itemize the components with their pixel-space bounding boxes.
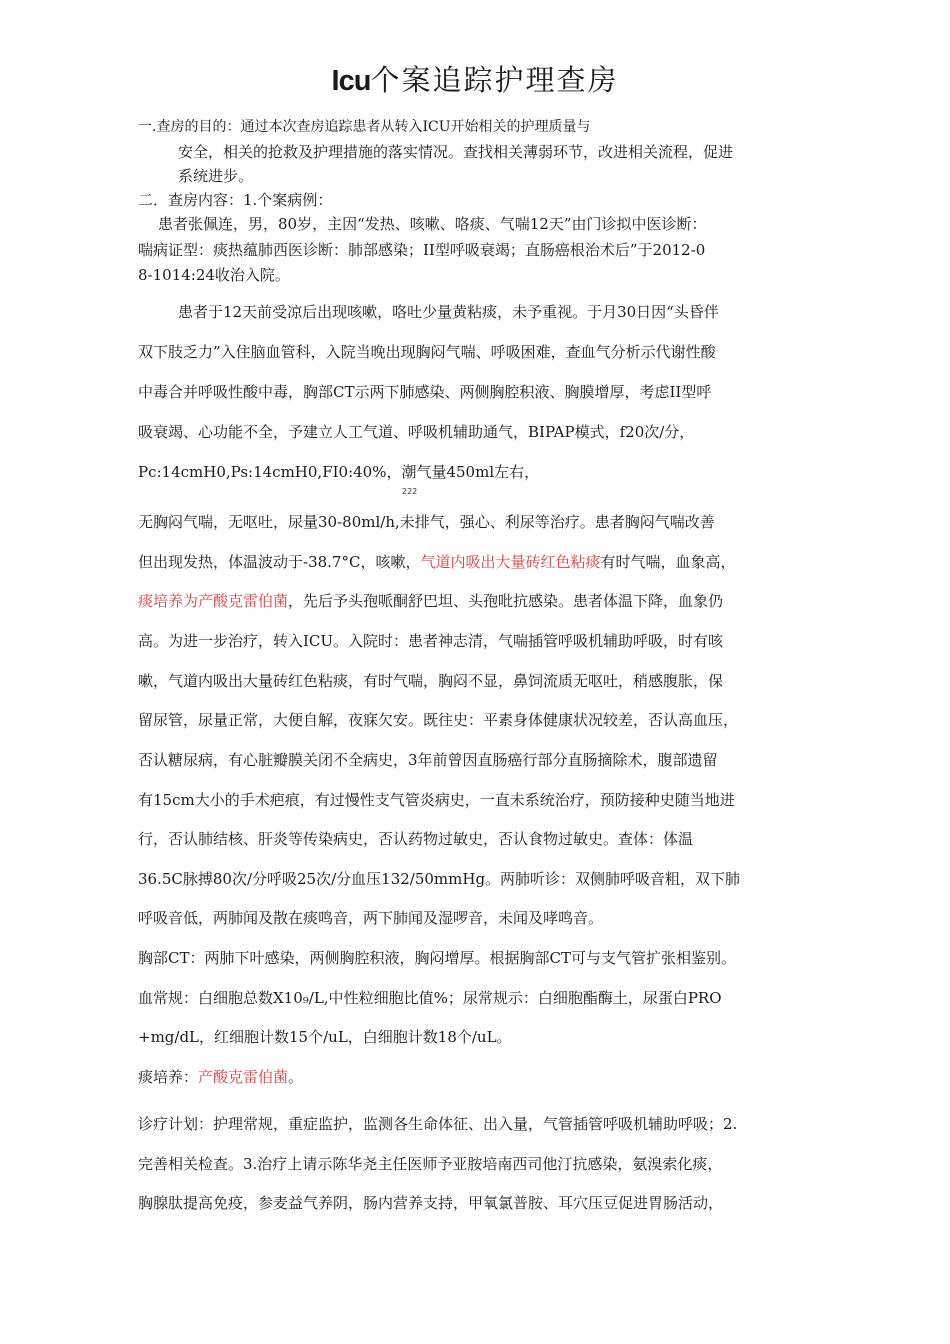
culture-end: 。 (288, 1068, 304, 1086)
exam-ct: 胸部CT：两肺下叶感染，两侧胸腔积液，胸闷增厚。根据胸部CT可与支气管扩张相鉴别。 (138, 949, 736, 967)
history-line-2: 双下肢乏力”入住脑血管科，入院当晚出现胸闷气喘、呼吸困难，查血气分析示代谢性酸 (138, 343, 716, 361)
history-line-10: 嗽，气道内吸出大量砖红色粘痰，有时气喘，胸闷不显，鼻饲流质无呕吐，稍感腹胀，保 (138, 672, 724, 690)
history-line-7 (138, 552, 735, 572)
history-line-15: 36.5C脉搏80次/分呼吸25次/分血压132/50mmHg。两肺听诊：双侧肺呼吸音粗，双下肺 (138, 870, 741, 888)
title-latin: Icu (331, 65, 371, 97)
history-line-11: 留尿管，尿量正常，大便自解，夜寐欠安。既往史：平素身体健康状况较差，否认高血压， (138, 711, 739, 729)
history-line-5: Pc:14cmH0,Ps:14cmH0,FI0:40%，潮气量450ml左右， (138, 463, 540, 481)
footnote-mark: 222 (402, 487, 418, 496)
history-line-13: 有15cm大小的手术疤痕，有过慢性支气管炎病史，一直未系统治疗，预防接种史随当地进 (138, 791, 735, 809)
highlight-culture: 痰培养为产酸克雷伯菌 (138, 592, 289, 610)
history-line-9: 高。为进一步治疗，转入ICU。入院时：患者神志清，气喘插管呼吸机辅助呼吸，时有咳 (138, 632, 724, 650)
history-line-7-a: 但出现发热，体温波动于-38.7°C，咳嗽， (138, 553, 421, 571)
culture-label: 痰培养： (138, 1068, 199, 1086)
content-line-2: 患者张佩连，男，80岁，主因“发热、咳嗽、咯痰、气喘12天”由门诊拟中医诊断： (158, 215, 707, 233)
history-line-14: 行，否认肺结核、肝炎等传染病史，否认药物过敏史，否认食物过敏史。查体：体温 (138, 830, 694, 848)
history-line-8 (138, 591, 723, 611)
plan-line-2: 完善相关检查。3.治疗上请示陈华尧主任医师予亚胺培南西司他汀抗感染，氨溴索化痰， (138, 1155, 723, 1173)
history-line-3: 中毒合并呼吸性酸中毒，胸部CT示两下肺感染、两侧胸腔积液、胸膜增厚，考虑II型呼 (138, 383, 712, 401)
title-chinese: 个案追踪护理查房 (370, 63, 619, 97)
exam-culture (138, 1067, 303, 1087)
culture-result: 产酸克雷伯菌 (198, 1068, 289, 1086)
purpose-line-3: 系统进步。 (178, 167, 254, 185)
highlight-sputum: 气道内吸出大量砖红色粘痰 (420, 553, 601, 571)
content-line-3: 喘病证型：痰热蕴肺西医诊断：肺部感染；II型呼吸衰竭；直肠癌根治术后”于2012-0 (138, 241, 706, 259)
document-title (0, 58, 950, 99)
history-line-4: 吸衰竭、心功能不全，予建立人工气道、呼吸机辅助通气，BIPAP模式，f20次/分， (138, 423, 695, 441)
exam-blood-1: 血常规：白细胞总数X10₉/L,中性粒细胞比值%；尿常规示：白细胞酯酶土，尿蛋白PRO (138, 989, 722, 1007)
purpose-line-1: 一.查房的目的：通过本次查房追踪患者从转入ICU开始相关的护理质量与 (138, 119, 591, 135)
content-line-1: 二．查房内容：1.个案病例： (138, 191, 333, 209)
purpose-line-2: 安全，相关的抢救及护理措施的落实情况。查找相关薄弱环节，改进相关流程，促进 (178, 143, 734, 161)
history-line-7-b: 有时气喘，血象高， (600, 553, 736, 571)
history-line-1: 患者于12天前受凉后出现咳嗽，咯吐少量黄粘痰，未予重视。于月30日因“头昏伴 (178, 303, 719, 321)
history-line-16: 呼吸音低，两肺闻及散在痰鸣音，两下肺闻及湿啰音，未闻及哮鸣音。 (138, 909, 604, 927)
history-line-12: 否认糖尿病，有心脏瓣膜关闭不全病史，3年前曾因直肠癌行部分直肠摘除术，腹部遗留 (138, 751, 718, 769)
content-line-4: 8-1014:24收治入院。 (138, 266, 290, 284)
plan-line-3: 胸腺肽提高免疫，参麦益气养阴，肠内营养支持，甲氧氯普胺、耳穴压豆促进胃肠活动， (138, 1194, 724, 1212)
exam-blood-2: +mg/dL，红细胞计数15个/uL，白细胞计数18个/uL。 (138, 1028, 512, 1046)
plan-line-1: 诊疗计划：护理常规，重症监护，监测各生命体征、出入量，气管插管呼吸机辅助呼吸；2. (138, 1115, 738, 1133)
history-line-6: 无胸闷气喘，无呕吐，尿量30-80ml/h,未排气，强心、利尿等治疗。患者胸闷气喘改善 (138, 513, 715, 531)
history-line-8-b: ，先后予头孢哌酮舒巴坦、头孢吡抗感染。患者体温下降，血象仍 (288, 592, 724, 610)
